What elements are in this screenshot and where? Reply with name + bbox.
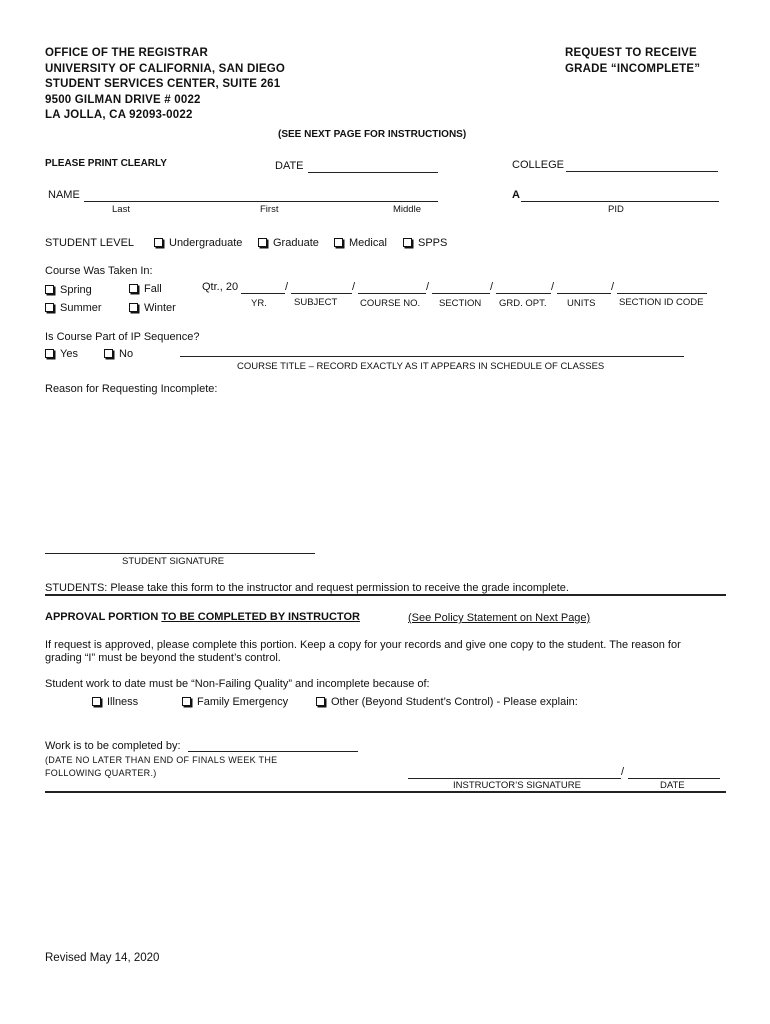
- approval-heading: [45, 611, 360, 623]
- checkbox-icon: [316, 697, 325, 706]
- separator: /: [551, 281, 555, 293]
- checkbox-icon: [403, 238, 412, 247]
- student-signature-field[interactable]: [45, 553, 315, 554]
- ip-sequence-label: Is Course Part of IP Sequence?: [45, 331, 200, 343]
- course-no-field[interactable]: [358, 293, 426, 294]
- year-field[interactable]: [241, 293, 285, 294]
- ip-option-yes[interactable]: Yes: [45, 348, 78, 360]
- checkbox-icon: [129, 303, 138, 312]
- name-field[interactable]: [84, 201, 438, 202]
- course-field-caption-course-no: COURSE NO.: [360, 298, 421, 309]
- office-line: 9500 GILMAN DRIVE # 0022: [45, 93, 201, 106]
- office-line: LA JOLLA, CA 92093-0022: [45, 109, 193, 121]
- college-field[interactable]: [566, 171, 718, 172]
- separator: /: [285, 281, 289, 293]
- policy-statement-link[interactable]: (See Policy Statement on Next Page): [408, 612, 591, 624]
- print-clearly-label: PLEASE PRINT CLEARLY: [45, 158, 167, 169]
- course-taken-label: Course Was Taken In:: [45, 265, 153, 277]
- name-middle-caption: Middle: [393, 204, 421, 215]
- course-field-caption-section: SECTION: [439, 298, 482, 309]
- office-address: [45, 46, 285, 124]
- revised-date: Revised May 14, 2020: [45, 952, 160, 964]
- quarter-option-summer[interactable]: Summer: [45, 302, 102, 314]
- date-label: DATE: [275, 160, 304, 172]
- subject-field[interactable]: [291, 293, 352, 294]
- name-label: NAME: [48, 189, 80, 201]
- name-last-caption: Last: [112, 204, 130, 215]
- reason-option-illness[interactable]: Illness: [92, 696, 138, 708]
- grade-option-field[interactable]: [496, 293, 551, 294]
- quarter-option-fall[interactable]: Fall: [129, 283, 162, 295]
- section-field[interactable]: [432, 293, 490, 294]
- instructor-signature-field[interactable]: [408, 778, 621, 779]
- pid-caption: PID: [608, 204, 624, 215]
- separator: /: [426, 281, 430, 293]
- section-divider: [45, 791, 726, 793]
- office-line: OFFICE OF THE REGISTRAR: [45, 47, 209, 59]
- name-first-caption: First: [260, 204, 279, 215]
- separator: /: [611, 281, 615, 293]
- qtr-prefix: Qtr., 20: [202, 281, 239, 293]
- office-line: UNIVERSITY OF CALIFORNIA, SAN DIEGO: [45, 62, 285, 75]
- instructions-note: (SEE NEXT PAGE FOR INSTRUCTIONS): [278, 129, 467, 140]
- course-field-caption-yr: YR.: [251, 298, 267, 309]
- level-option-spps[interactable]: SPPS: [403, 237, 447, 249]
- completion-note-line-1: (DATE NO LATER THAN END OF FINALS WEEK THE: [45, 755, 278, 765]
- level-option-medical[interactable]: Medical: [334, 237, 387, 249]
- course-field-caption-subject: SUBJECT: [294, 297, 338, 308]
- units-field[interactable]: [557, 293, 611, 294]
- checkbox-icon: [258, 238, 267, 247]
- level-option-undergraduate[interactable]: Undergraduate: [154, 237, 242, 249]
- checkbox-icon: [154, 238, 163, 247]
- checkbox-icon: [45, 349, 54, 358]
- completion-label: Work is to be completed by:: [45, 740, 181, 752]
- quarter-option-spring[interactable]: Spring: [45, 284, 92, 296]
- quarter-option-winter[interactable]: Winter: [129, 302, 176, 314]
- reason-label: Reason for Requesting Incomplete:: [45, 383, 218, 395]
- student-level-label: STUDENT LEVEL: [45, 237, 135, 249]
- separator: /: [621, 766, 625, 778]
- course-field-caption-section-id: SECTION ID CODE: [619, 297, 704, 308]
- course-title-field[interactable]: [180, 356, 684, 357]
- approval-instructions-line-1: If request is approved, please complete this portion. Keep a copy for your records and give one copy to the student. The reason for: [45, 639, 681, 651]
- approval-instructions-line-2: grading “I” must be beyond the student’s control.: [45, 652, 281, 664]
- ip-option-no[interactable]: No: [104, 348, 133, 360]
- completion-note-line-2: FOLLOWING QUARTER.): [45, 768, 157, 778]
- instructor-date-caption: DATE: [660, 780, 685, 791]
- instructor-date-field[interactable]: [628, 778, 720, 779]
- instructor-signature-caption: INSTRUCTOR’S SIGNATURE: [453, 780, 581, 791]
- course-field-caption-grd-opt: GRD. OPT.: [499, 298, 547, 309]
- completion-date-field[interactable]: [188, 751, 358, 752]
- pid-prefix: A: [512, 189, 520, 201]
- students-note: STUDENTS: Please take this form to the instructor and request permission to receive the grade incomplete.: [45, 582, 569, 594]
- form-title: [565, 46, 700, 77]
- level-option-graduate[interactable]: Graduate: [258, 237, 319, 249]
- section-id-field[interactable]: [617, 293, 707, 294]
- reason-option-family-emergency[interactable]: Family Emergency: [182, 696, 288, 708]
- student-signature-caption: STUDENT SIGNATURE: [122, 556, 225, 567]
- checkbox-icon: [334, 238, 343, 247]
- checkbox-icon: [104, 349, 113, 358]
- pid-field[interactable]: [521, 201, 719, 202]
- separator: /: [490, 281, 494, 293]
- course-title-caption: COURSE TITLE – RECORD EXACTLY AS IT APPEARS IN SCHEDULE OF CLASSES: [237, 361, 605, 372]
- course-field-caption-units: UNITS: [567, 298, 596, 309]
- checkbox-icon: [92, 697, 101, 706]
- form-title-line: REQUEST TO RECEIVE: [565, 47, 697, 59]
- checkbox-icon: [45, 303, 54, 312]
- work-quality-text: Student work to date must be “Non-Failing Quality” and incomplete because of:: [45, 678, 430, 690]
- reason-option-other[interactable]: Other (Beyond Student’s Control) - Please explain:: [316, 696, 578, 708]
- checkbox-icon: [129, 284, 138, 293]
- form-title-line: GRADE “INCOMPLETE”: [565, 62, 701, 75]
- approval-heading-plain: APPROVAL PORTION: [45, 611, 162, 623]
- date-field[interactable]: [308, 172, 438, 173]
- checkbox-icon: [45, 285, 54, 294]
- section-divider: [45, 594, 726, 596]
- reason-text-area[interactable]: [45, 400, 725, 540]
- separator: /: [352, 281, 356, 293]
- office-line: STUDENT SERVICES CENTER, SUITE 261: [45, 78, 281, 90]
- approval-heading-underlined: TO BE COMPLETED BY INSTRUCTOR: [161, 611, 360, 623]
- college-label: COLLEGE: [512, 159, 564, 171]
- checkbox-icon: [182, 697, 191, 706]
